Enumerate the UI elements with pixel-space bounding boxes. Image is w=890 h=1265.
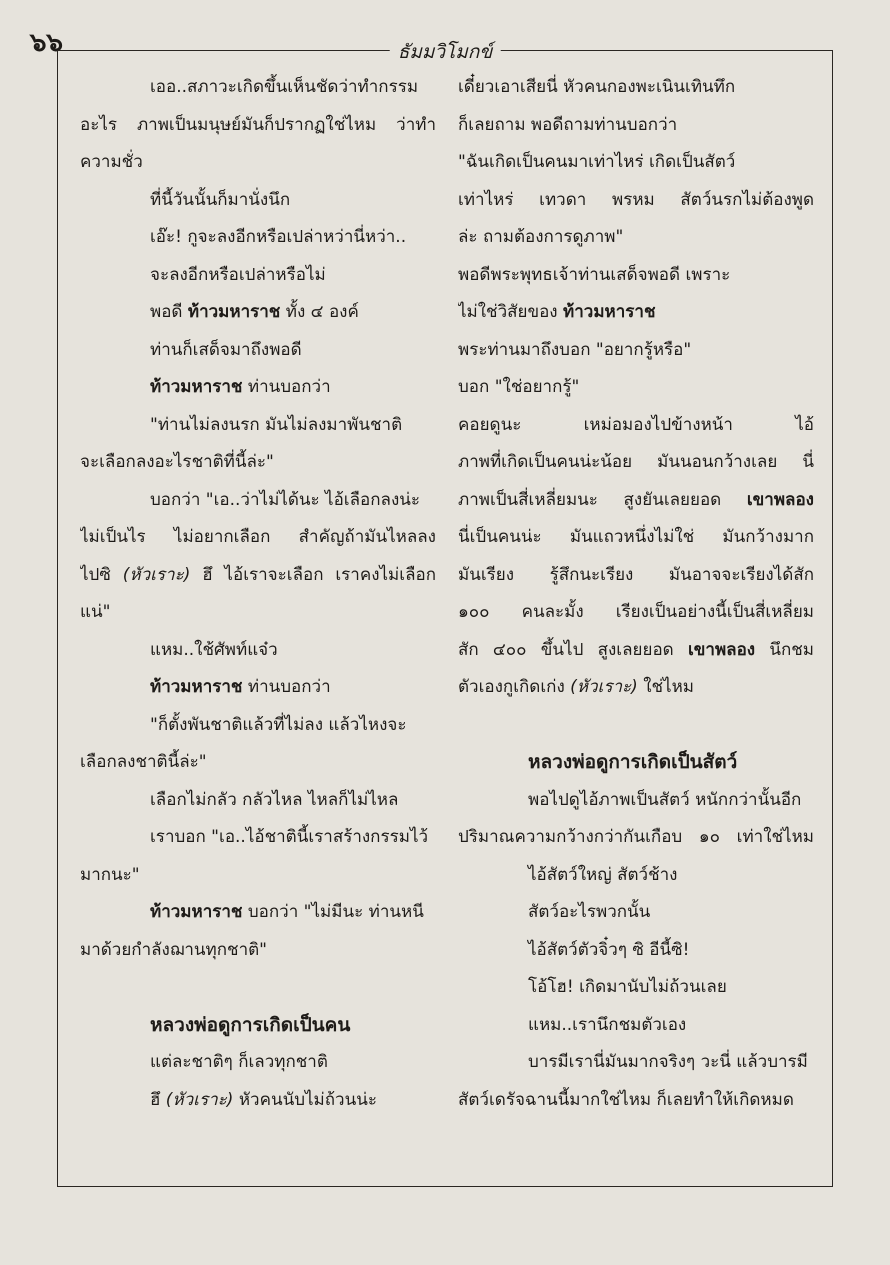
running-header: ธัมมวิโมกข์ (390, 37, 501, 67)
italic-note: (หัวเราะ) (570, 677, 638, 697)
text-line: ภาพที่เกิดเป็นคนน่ะน้อย มันนอนกว้างเลย นี่ (458, 452, 814, 472)
text-line: ท้าวมหาราช ท่านบอกว่า (150, 677, 331, 697)
bold-term: เขาพลอง (746, 489, 814, 510)
left-column (80, 69, 436, 1119)
text-line: พอดีพระพุทธเจ้าท่านเสด็จพอดี เพราะ (458, 264, 731, 285)
bold-term: ท้าวมหาราช (563, 302, 656, 322)
text-line: เลือกลงชาตินี้ล่ะ" (80, 752, 207, 772)
text-line: สัตว์อะไรพวกนั้น (528, 902, 651, 922)
text-line: ความชั่ว (80, 152, 143, 172)
text-line: "ฉันเกิดเป็นคนมาเท่าไหร่ เกิดเป็นสัตว์ (458, 152, 736, 172)
text-line: ท้าวมหาราช ท่านบอกว่า (150, 377, 331, 397)
bold-term: ท้าวมหาราช (150, 677, 243, 697)
text-line: คอยดูนะ เหม่อมองไปข้างหน้า ไอ้ (458, 414, 814, 435)
text-line: "ท่านไม่ลงนรก มันไม่ลงมาพันชาติ (150, 414, 403, 435)
text-line: สัตว์เดรัจฉานนี้มากใช่ไหม ก็เลยทำให้เกิดหมด (458, 1089, 794, 1110)
text-line: บอก "ใช่อยากรู้" (458, 377, 580, 397)
text-line: แหม..ใช้ศัพท์แจ๋ว (150, 639, 278, 660)
text-line: ๑๐๐ คนละมั้ง เรียงเป็นอย่างนี้เป็นสี่เหลี่ยม (458, 602, 814, 622)
bold-term: ท้าวมหาราช (150, 902, 243, 922)
page-number: ๖๖ (30, 28, 64, 58)
text-line: โอ้โฮ! เกิดมานับไม่ถ้วนเลย (528, 977, 727, 997)
text-line: บอกว่า "เอ..ว่าไม่ได้นะ ไอ้เลือกลงน่ะ (150, 489, 420, 510)
text-line: บารมีเรานี่มันมากจริงๆ วะนี่ แล้วบารมี (528, 1052, 808, 1072)
text-line: พอดี ท้าวมหาราช ทั้ง ๔ องค์ (150, 302, 359, 322)
text-line: ฮึ (หัวเราะ) หัวคนนับไม่ถ้วนน่ะ (150, 1089, 377, 1110)
text-line: ไปซิ (หัวเราะ) ฮึ ไอ้เราจะเลือก เราคงไม่เลือก (80, 564, 436, 585)
text-line: ไอ้สัตว์ใหญ่ สัตว์ช้าง (528, 864, 678, 885)
text-line: เออ..สภาวะเกิดขึ้นเห็นชัดว่าทำกรรม (150, 77, 419, 97)
section-heading: หลวงพ่อดูการเกิดเป็นสัตว์ (528, 751, 738, 773)
text-line: แต่ละชาติๆ ก็เลวทุกชาติ (150, 1052, 328, 1072)
text-line: เอ๊ะ! กูจะลงอีกหรือเปล่าหว่านี่หว่า.. (150, 227, 407, 247)
text-line: ไอ้สัตว์ตัวจิ๋วๆ ซิ อีนี้ซิ! (528, 939, 690, 960)
bold-term: ท้าวมหาราช (187, 302, 281, 322)
text-line: เราบอก "เอ..ไอ้ชาตินี้เราสร้างกรรมไว้ (150, 827, 429, 847)
text-line: ที่นี้วันนั้นก็มานั่งนึก (150, 189, 291, 210)
section-heading: หลวงพ่อดูการเกิดเป็นคน (150, 1013, 351, 1036)
text-line: มากนะ" (80, 864, 140, 885)
text-line: เดี๋ยวเอาเสียนี่ หัวคนกองพะเนินเทินทึก (458, 77, 736, 97)
text-line: ตัวเองกูเกิดเก่ง (หัวเราะ) ใช่ไหม (458, 677, 695, 697)
text-line: ก็เลยถาม พอดีถามท่านบอกว่า (458, 114, 678, 135)
page-frame (57, 41, 833, 1187)
text-line: สัก ๔๐๐ ขึ้นไป สูงเลยยอด เขาพลอง นึกชม (458, 639, 814, 660)
text-line: ไม่เป็นไร ไม่อยากเลือก สำคัญถ้ามันไหลลง (80, 527, 436, 547)
text-line: มันเรียง รู้สึกนะเรียง มันอาจจะเรียงได้สัก (458, 564, 814, 585)
text-line: แหม..เรานึกชมตัวเอง (528, 1014, 687, 1035)
text-line: ปริมาณความกว้างกว่ากันเกือบ ๑๐ เท่าใช่ไหม (458, 827, 814, 847)
text-line: แน่" (80, 602, 111, 622)
text-line: เลือกไม่กลัว กลัวไหล ไหลก็ไม่ไหล (150, 789, 399, 810)
text-line: "ก็ตั้งพันชาติแล้วที่ไม่ลง แล้วไหงจะ (150, 714, 407, 735)
text-line: จะเลือกลงอะไรชาติที่นี้ล่ะ" (80, 452, 274, 472)
text-line: มาด้วยกำลังฌานทุกชาติ" (80, 939, 267, 960)
text-line: นี่เป็นคนน่ะ มันแถวหนึ่งไม่ใช่ มันกว้างมาก (458, 527, 814, 547)
bold-term: ท้าวมหาราช (150, 377, 243, 397)
text-line: พอไปดูไอ้ภาพเป็นสัตว์ หนักกว่านั้นอีก (528, 789, 802, 810)
text-line: ท้าวมหาราช บอกว่า "ไม่มีนะ ท่านหนี (150, 902, 424, 922)
text-line: ล่ะ ถามต้องการดูภาพ" (458, 227, 624, 247)
text-line: พระท่านมาถึงบอก "อยากรู้หรือ" (458, 339, 692, 360)
text-line: อะไร ภาพเป็นมนุษย์มันก็ปรากฏใช่ไหม ว่าทำ (80, 114, 436, 135)
right-column (458, 69, 814, 1119)
bold-term: เขาพลอง (687, 639, 756, 660)
italic-note: (หัวเราะ) (122, 564, 191, 585)
text-line: ท่านก็เสด็จมาถึงพอดี (150, 339, 302, 360)
italic-note: (หัวเราะ) (165, 1089, 234, 1110)
text-line: เท่าไหร่ เทวดา พรหม สัตว์นรกไม่ต้องพูด (458, 189, 814, 210)
text-line: จะลงอีกหรือเปล่าหรือไม่ (150, 264, 326, 285)
text-line: ไม่ใช่วิสัยของ ท้าวมหาราช (458, 302, 656, 322)
text-line: ภาพเป็นสี่เหลี่ยมนะ สูงยันเลยยอด เขาพลอง (458, 489, 814, 510)
